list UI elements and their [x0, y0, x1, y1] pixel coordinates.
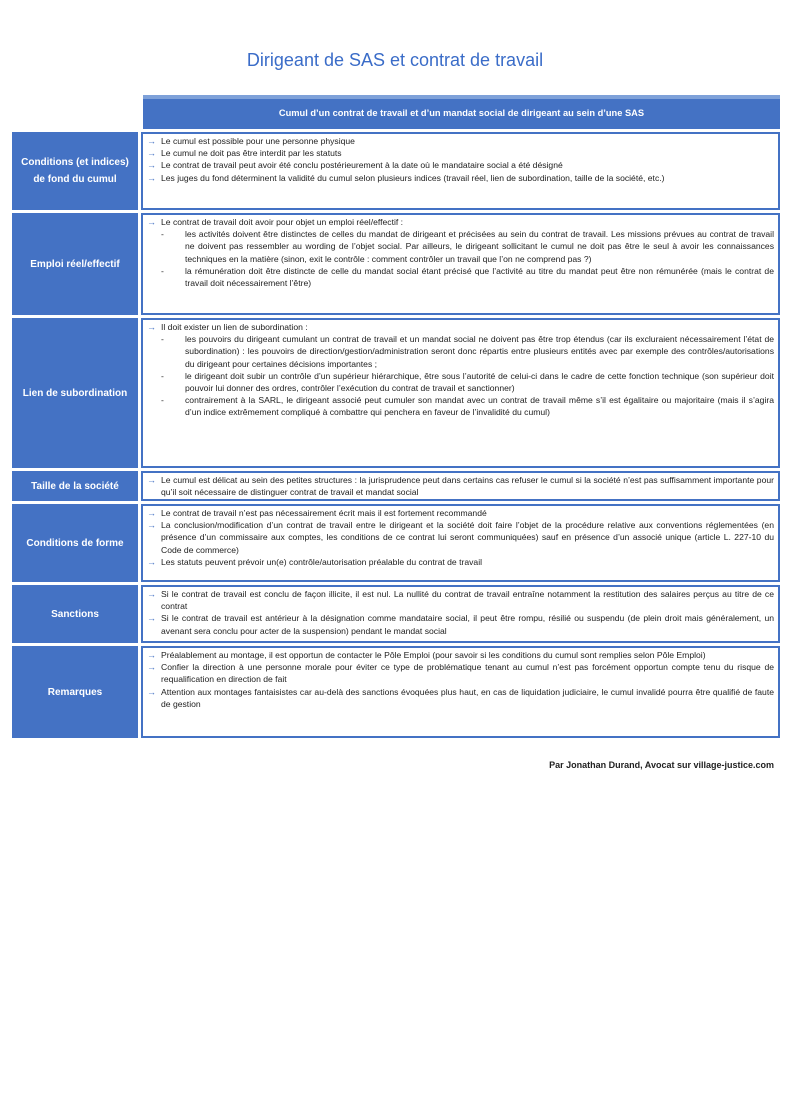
list-item — [147, 588, 774, 612]
author-credit: Par Jonathan Durand, Avocat sur village-justice.com — [549, 760, 774, 770]
list-item — [147, 519, 774, 556]
list-item-text: Le contrat de travail n’est pas nécessairement écrit mais il est fortement recommandé — [161, 508, 487, 518]
row-label: Sanctions — [12, 585, 138, 643]
list-item — [147, 507, 774, 519]
list-item-text: Le cumul est possible pour une personne physique — [161, 136, 355, 146]
list-item — [147, 474, 774, 498]
row-content — [141, 504, 780, 582]
sub-item-text: les pouvoirs du dirigeant cumulant un contrat de travail et un mandat social ne doivent pas être trop étendus (car ils excluraient nécessairement l’état de subordination) : les pouvoirs de direction/gestion/administration seront donc répartis entre plusieurs entités avec par exemple des contrôles/autorisations du dirigeant pour certaines décisions importantes ; — [185, 334, 774, 369]
list-item — [147, 159, 774, 171]
list-item-text: Les statuts peuvent prévoir un(e) contrôle/autorisation préalable du contrat de travail — [161, 556, 483, 567]
arrow-right-icon: → — [147, 662, 156, 673]
row-content — [141, 318, 780, 468]
sub-item — [161, 394, 774, 418]
sub-item-text: la rémunération doit être distincte de celle du mandat social étant précisé que l’activité au titre du mandat peut être non rémunérée (mais le contrat de travail doit nécessairement l’être) — [185, 265, 774, 289]
list-item-text: Si le contrat de travail est conclu de façon illicite, il est nul. La nullité du contrat de travail entraîne notamment la restitution des salaires perçus au titre de ce contrat — [161, 589, 774, 612]
arrow-right-icon: → — [147, 160, 156, 171]
arrow-right-icon: → — [147, 613, 156, 624]
sub-item — [161, 265, 774, 289]
table-row — [12, 318, 780, 468]
arrow-right-icon: → — [147, 322, 156, 332]
sub-item — [161, 228, 774, 265]
list-item — [147, 135, 774, 147]
arrow-right-icon: → — [147, 217, 156, 227]
arrow-right-icon: → — [147, 589, 156, 599]
table-row — [12, 213, 780, 315]
list-item — [147, 147, 774, 159]
dash-bullet-icon: - — [161, 334, 164, 345]
list-item-text: Préalablement au montage, il est opportun de contacter le Pôle Emploi (pour savoir si les conditions du cumul sont remplies selon Pôle Emploi) — [161, 650, 706, 660]
sub-item-text: contrairement à la SARL, le dirigeant associé peut cumuler son mandat avec un contrat de travail même s’il est égalitaire ou majoritaire (mais il s’agira d’un indice extrêmement compliqué à combattre qui penchera en faveur de l’invalidité du cumul) — [185, 395, 774, 418]
list-item-text: Les juges du fond déterminent la validité du cumul selon plusieurs indices (travail réel, lien de subordination, taille de la société, etc.) — [161, 172, 665, 183]
arrow-right-icon: → — [147, 136, 156, 146]
table-body — [12, 132, 780, 738]
row-label: Lien de subordination — [12, 318, 138, 468]
dash-bullet-icon: - — [161, 395, 164, 406]
arrow-right-icon: → — [147, 475, 156, 485]
list-item-text: Il doit exister un lien de subordination : — [161, 322, 308, 332]
arrow-right-icon: → — [147, 172, 156, 183]
table-row — [12, 646, 780, 738]
list-item-text: Le cumul est délicat au sein des petites structures : la jurisprudence peut dans certains cas refuser le cumul si la société n’est pas suffisamment importante pour qu’il soit nécessaire de distinguer contrat de travail et mandat social — [161, 475, 774, 498]
row-content — [141, 585, 780, 643]
arrow-right-icon: → — [147, 556, 156, 567]
list-item-text: Si le contrat de travail est antérieur à la désignation comme mandataire social, il peut être rompu, résilié ou suspendu (de plein droit mais généralement, un avenant sera conclu pour acter de la suspension) pendant le mandat social — [161, 613, 774, 636]
list-item — [147, 686, 774, 710]
row-label: Conditions de forme — [12, 504, 138, 582]
row-content — [141, 646, 780, 738]
list-item — [147, 661, 774, 685]
row-content — [141, 471, 780, 501]
arrow-right-icon: → — [147, 686, 156, 697]
dash-bullet-icon: - — [161, 265, 164, 276]
arrow-right-icon: → — [147, 508, 156, 518]
list-item — [147, 649, 774, 661]
list-item — [147, 172, 774, 184]
arrow-right-icon: → — [147, 650, 156, 660]
arrow-right-icon: → — [147, 520, 156, 531]
list-item-text: Le contrat de travail peut avoir été conclu postérieurement à la date où le mandataire social a été désigné — [161, 160, 563, 171]
list-item-text: Confier la direction à une personne morale pour éviter ce type de problématique tenant au cumul n’est pas forcément opportun compte tenu du risque de requalification en direction de fait — [161, 662, 774, 685]
list-item-text: Le cumul ne doit pas être interdit par les statuts — [161, 148, 342, 159]
row-label: Taille de la société — [12, 471, 138, 501]
row-content — [141, 132, 780, 210]
dash-bullet-icon: - — [161, 229, 164, 240]
table-row — [12, 585, 780, 643]
row-content — [141, 213, 780, 315]
sub-item — [161, 333, 774, 370]
table-header-row — [140, 95, 780, 129]
list-item — [147, 216, 774, 228]
row-label: Remarques — [12, 646, 138, 738]
sub-item — [161, 370, 774, 394]
row-label: Conditions (et indices) de fond du cumul — [12, 132, 138, 210]
page-title: Dirigeant de SAS et contrat de travail — [246, 50, 544, 70]
table-row — [12, 132, 780, 210]
table-header: Cumul d’un contrat de travail et d’un mandat social de dirigeant au sein d’une SAS — [143, 95, 780, 129]
list-item — [147, 321, 774, 333]
sub-item-text: le dirigeant doit subir un contrôle d’un supérieur hiérarchique, être sous l’autorité de celui-ci dans le cadre de cette fonction technique (son supérieur doit pouvoir lui donner des ordres, contrôler l’exécution du contrat de travail et sanctionner) — [185, 370, 774, 394]
table-row — [12, 471, 780, 501]
dash-bullet-icon: - — [161, 370, 164, 381]
list-item — [147, 556, 774, 568]
sub-item-text: les activités doivent être distinctes de celles du mandat de dirigeant et précisées au sein du contrat de travail. Les missions prévues au contrat de travail ne doivent pas ressembler au wording de l’objet social. Par ailleurs, le dirigeant sollicitant le cumul ne doit pas être le seul à avoir les connaissances techniques en la matière (sinon, exit le contrôle : comment contrôler un travail que l’on ne comprend pas ?) — [185, 229, 774, 264]
list-item-text: Attention aux montages fantaisistes car au-delà des sanctions évoquées plus haut, en cas de liquidation judiciaire, le cumul invalidé pourra être qualifié de faute de gestion — [161, 686, 774, 709]
list-item — [147, 612, 774, 636]
arrow-right-icon: → — [147, 148, 156, 159]
list-item-text: La conclusion/modification d’un contrat de travail entre le dirigeant et la société doit faire l’objet de la procédure relative aux conventions réglementées (en présence d’un commissaire aux comptes, les conditions de ce contrat lui seront communiquées) sauf en présence d’un associé unique (article L. 227-10 du Code de commerce) — [161, 520, 774, 555]
table-row — [12, 504, 780, 582]
row-label: Emploi réel/effectif — [12, 213, 138, 315]
list-item-text: Le contrat de travail doit avoir pour objet un emploi réel/effectif : — [161, 217, 404, 227]
summary-table — [12, 95, 780, 738]
